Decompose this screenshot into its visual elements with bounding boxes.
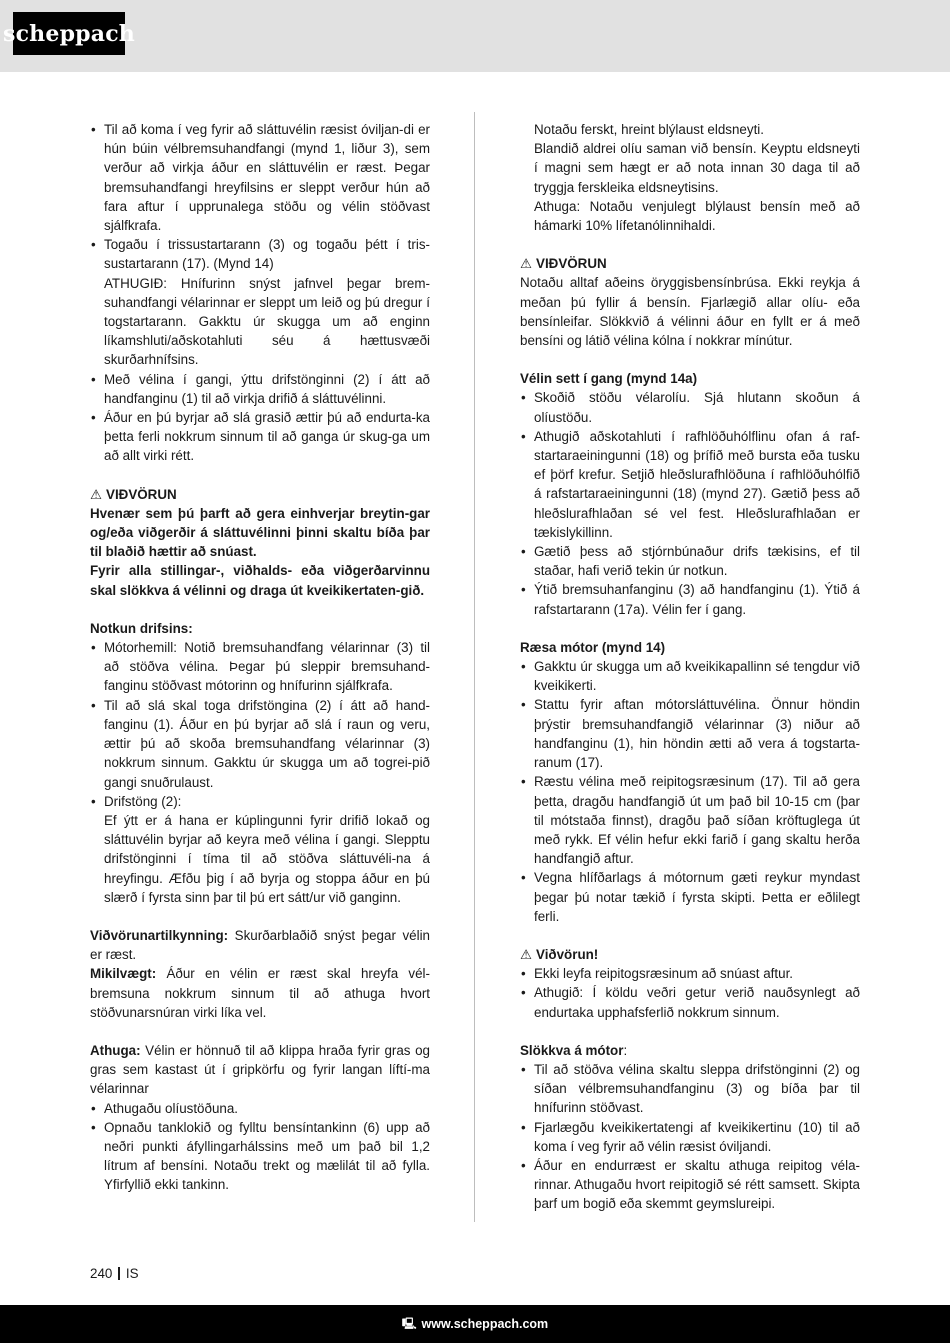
drive-list <box>90 638 430 907</box>
stop-title-colon: : <box>623 1042 628 1058</box>
section-title-start: Vélin sett í gang (mynd 14a) <box>520 371 698 387</box>
warning-paragraph: Fyrir alla stillingar-, viðhalds- eða viðgerðarvinnu skal slökkva á vélinni og draga út kveikikertaten-gið. <box>90 563 430 598</box>
important-paragraph <box>90 964 430 1022</box>
list-item: • Til að slá skal toga drifstöngina (2) í átt að hand-fanginu (1). Áður en þú byrjar að slá í raun og veru, ættir þú að skoða bremsuhandfang vélarinnar (3) nokkrum sinnum. Gakktu úr skugga um að togrei-pið gangi snuðrulaust. <box>90 696 430 792</box>
list-item: • Athugið aðskotahluti í rafhlöðuhólflinu ofan á raf-startaraeiningunni (18) og þrífið með bursta eða tusku ef þörf krefur. Setjið hleðslurafhlöðuna í rafhlöðuhólfið á rafstartaraeiningunni (18) (mynd 27). Gætið þess að hleðslurafhlaðan sé vel fest. Hleðslurafhlaðan er tækislykillinn. <box>520 427 860 542</box>
list-item: • Mótorhemill: Notið bremsuhandfang vélarinnar (3) til að stöðva vélina. Þegar þú sleppir bremsuhand-fanginu stöðvast mótorinn og hnífurinn sjálfkrafa. <box>90 638 430 696</box>
list-item: • Skoðið stöðu vélarolíu. Sjá hlutann skoðun á olíustöðu. <box>520 388 860 426</box>
column-divider <box>474 112 475 1222</box>
attention-list <box>90 1099 430 1195</box>
language-code: IS <box>125 1266 139 1281</box>
list-item-note: ATHUGIÐ: Hnífurinn snýst jafnvel þegar brem-suhandfangi vélarinnar er sleppt um leið og þú dregur í togstartarann. Gakktu úr skugga um að enginn líkamshluti/aðskotahluti séu á hættusvæði skurðarhnífsins. <box>104 275 430 368</box>
fuel-line: Notaðu ferskt, hreint blýlaust eldsneyti. <box>534 122 764 137</box>
warning-title: VIÐVÖRUN <box>106 486 177 502</box>
fuel-line: Blandið aldrei olíu saman við bensín. Keyptu eldsneyti í magni sem hægt er að nota innan 30 daga til að tryggja ferskleika eldsneytisins. <box>534 141 860 195</box>
warning-list <box>520 964 860 1022</box>
start-list <box>520 388 860 618</box>
section-title-stop <box>520 1041 860 1060</box>
warning-heading <box>90 485 430 504</box>
warning-title: VIÐVÖRUN <box>536 256 607 272</box>
motor-list <box>520 657 860 926</box>
list-item <box>90 792 430 907</box>
computer-icon: 🖳 <box>401 1317 417 1330</box>
attention-text: Vélin er hönnuð til að klippa hraða fyrir gras og gras sem kastast út í gripkörfu og fyrir langan líftí-ma vélarinnar <box>90 1042 430 1097</box>
list-item-text: Togaðu í trissustartarann (3) og togaðu þétt í tris-sustartarann (17). (Mynd 14) <box>104 237 430 272</box>
notice-paragraph <box>90 926 430 964</box>
warning-icon: ⚠ <box>520 256 533 272</box>
list-item: • Gætið þess að stjórnbúnaður drifs tækisins, ef til staðar, hafi verið tekin úr notkun. <box>520 542 860 580</box>
list-item: • Áður en þú byrjar að slá grasið ættir þú að endurta-ka þetta ferli nokkrum sinnum til að ganga úr skug-ga um að allt virki rétt. <box>90 408 430 466</box>
page-number: 240 <box>90 1266 113 1281</box>
important-text: Áður en vélin er ræst skal hreyfa vél-bremsuna nokkrum sinnum til að athuga hvort stöðvunarsnúran virki líka vel. <box>90 966 430 1020</box>
stop-title-text: Slökkva á mótor <box>520 1042 624 1058</box>
list-item: • Ekki leyfa reipitogsræsinum að snúast aftur. <box>520 964 860 983</box>
list-item: • Til að koma í veg fyrir að sláttuvélin ræsist óviljan-di er hún búin vélbremsuhandfangi (mynd 1, liður 3), sem verður að virkja áður en sláttuvélin er ræst. Þegar bremsuhandfangi hreyfilsins er sleppt verður hún að fara aftur í upprunalega stöðu og vélin stöðvast sjálfkrafa. <box>90 120 430 235</box>
section-title-motor: Ræsa mótor (mynd 14) <box>520 639 666 655</box>
fuel-line: Athuga: Notaðu venjulegt blýlaust bensín með að hámarki 10% lífetanólinnihaldi. <box>534 198 860 234</box>
page-footer <box>0 1305 950 1343</box>
notice-label: Viðvörunartilkynning: <box>90 927 229 943</box>
list-item: • Til að stöðva vélina skaltu sleppa drifstönginni (2) og síðan vélbremsuhandfanginu (3) og bíða þar til hnífurinn stöðvast. <box>520 1060 860 1118</box>
left-column <box>90 120 430 1195</box>
page-number-label <box>90 1266 139 1282</box>
list-item: • Stattu fyrir aftan mótorsláttuvélina. Önnur höndin þrýstir bremsuhandfangið vélarinnar (3) niður að handfanginu (1), hin höndin ætti að vera á togstarta-ranum (17). <box>520 695 860 772</box>
warning-paragraph: Notaðu alltaf aðeins öryggisbensínbrúsa. Ekki reykja á meðan þú fyllir á bensín. Fjarlægið allar olíu- eða bensínleifar. Slökkvið á vélinni áður en fyllt er á með bensíni og látið vélina kólna í nokkrar mínútur. <box>520 275 860 349</box>
right-column <box>520 120 860 1214</box>
warning-heading <box>520 254 860 273</box>
intro-list <box>90 120 430 466</box>
attention-label: Athuga: <box>90 1042 141 1058</box>
page-separator <box>118 1267 120 1280</box>
list-item: • Ýtið bremsuhanfanginu (3) að handfanginu (1). Ýtið á rafstartarann (17a). Vélin fer í gang. <box>520 580 860 618</box>
list-item: • Gakktu úr skugga um að kveikikapallinn sé tengdur við kveikikerti. <box>520 657 860 695</box>
page-header <box>0 0 950 72</box>
list-item: • Fjarlægðu kveikikertatengi af kveikikertinu (10) til að koma í veg fyrir að vélin ræsist óviljandi. <box>520 1118 860 1156</box>
stop-list <box>520 1060 860 1214</box>
list-item: • Athugið: Í köldu veðri getur verið nauðsynlegt að endurtaka upphafsferlið nokkrum sinnum. <box>520 983 860 1021</box>
list-item: • Áður en endurræst er skaltu athuga reipitog véla-rinnar. Athugaðu hvort reipitogið sé rétt samsett. Skipta þarf um bogið eða skemmt geymslureipi. <box>520 1156 860 1214</box>
list-item: • Ræstu vélina með reipitogsræsinum (17). Til að gera þetta, dragðu handfangið út um það bil 10-15 cm (þar til mótstaða finnst), dragðu það síðan kröftuglega út með rykk. Ef vélin hefur ekki farið í gang skaltu herða handfangið aftur. <box>520 772 860 868</box>
list-item: • Vegna hlífðarlags á mótornum gæti reykur myndast þegar þú notar tækið í fyrsta skipti. Þetta er eðlilegt ferli. <box>520 868 860 926</box>
list-item: • Opnaðu tanklokið og fylltu bensíntankinn (6) upp að neðri punkti áfyllingarhálssins með um það bil 1,2 lítrum af bensíni. Notaðu trekt og mælilát til að fylla. Yfirfyllið ekki tankinn. <box>90 1118 430 1195</box>
important-label: Mikilvægt: <box>90 966 157 982</box>
list-item-note: Ef ýtt er á hana er kúplingunni fyrir drifið lokað og sláttuvélin byrjar að keyra með vélina í gangi. Slepptu drifstönginni í tíma til að stöðva sláttuvéli-na á hreyfingu. Æfðu þig í að byrja og stoppa áður en þú slærð í fyrsta sinn þar til þú ert sátt/ur við ganginn. <box>104 812 430 905</box>
notice-text: Skurðarblaðið snýst þegar vélin er ræst. <box>90 927 430 963</box>
warning-title: Viðvörun! <box>536 946 599 962</box>
list-item <box>90 235 430 369</box>
section-title-drive: Notkun drifsins: <box>90 620 193 636</box>
warning-heading <box>520 945 860 964</box>
list-item: • Athugaðu olíustöðuna. <box>90 1099 430 1118</box>
list-item-text: Drifstöng (2): <box>104 793 182 809</box>
attention-paragraph <box>90 1041 430 1099</box>
list-item: • Með vélina í gangi, ýttu drifstönginni (2) í átt að handfanginu (1) til að virkja drifið á sláttuvélinni. <box>90 370 430 408</box>
warning-paragraph: Hvenær sem þú þarft að gera einhverjar breytin-gar og/eða viðgerðir á sláttuvélinni þinni skaltu bíða þar til blaðið hættir að snúast. <box>90 505 430 560</box>
warning-icon: ⚠ <box>520 946 533 962</box>
website-link[interactable]: www.scheppach.com <box>421 1317 549 1331</box>
scheppach-logo: scheppach <box>13 12 125 55</box>
warning-icon: ⚠ <box>90 486 103 502</box>
